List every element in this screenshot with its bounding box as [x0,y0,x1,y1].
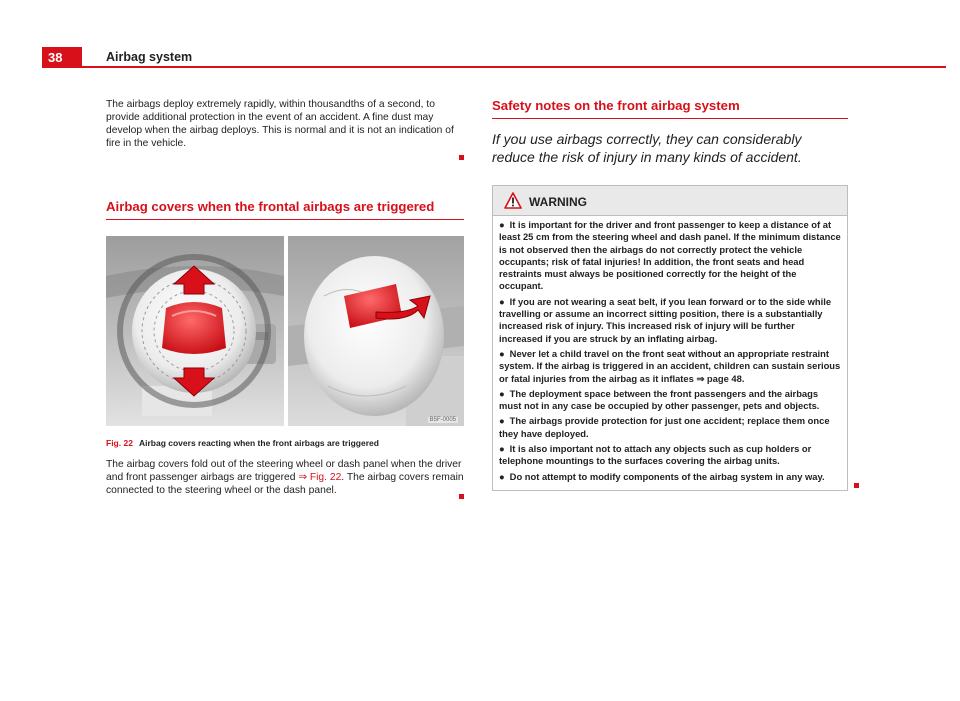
figure-reference-code: B5F-0005 [429,417,456,423]
safety-intro: If you use airbags correctly, they can considerably reduce the risk of injury in many kinds of accident. [492,131,802,165]
warning-triangle-icon [504,192,522,209]
warning-item-text: It is important for the driver and front passenger to keep a distance of at least 25 cm from the steering wheel and dash panel. If the minimum distance is not observed then the airbags do not correctly protect the vehicle occupants; risk of fatal injuries! In addition, the front seats and head restraints must always be positioned correctly for the height of the occupant. [499,219,841,292]
warning-item-text: It is also important not to attach any objects such as cup holders or telephone mountings to the surfaces covering the airbag units. [499,443,812,467]
section-end-marker [459,494,464,499]
warning-header [493,186,847,216]
intro-text: The airbags deploy extremely rapidly, within thousandths of a second, to provide additional protection in the event of an accident. A fine dust may develop when the airbag deploys. This is normal and it is not an indication of fire in the vehicle. [106,99,454,149]
warning-box [492,185,848,491]
left-column [106,98,464,504]
section-heading-airbag-covers: Airbag covers when the frontal airbags are triggered [106,199,464,220]
warning-item [499,388,841,413]
page-number: 38 [42,47,82,68]
right-column [492,98,848,491]
chapter-title: Airbag system [106,50,193,64]
figure-caption [106,438,464,448]
warning-item [499,348,841,385]
warning-item [499,471,841,483]
warning-item [499,443,841,468]
bullet-icon: ● [499,415,505,427]
warning-item [499,296,841,345]
warning-title: WARNING [529,195,587,209]
covers-text-1: The airbag covers fold out of the steering wheel or dash panel when the driver and front passenger airbags are triggered [106,459,462,483]
bullet-icon: ● [499,470,505,482]
warning-list [493,216,847,490]
bullet-icon: ● [499,295,505,307]
figure-link[interactable]: ⇒ Fig. 22 [298,472,342,483]
covers-text-2: . The airbag covers remain connected to the steering wheel or the dash panel. [106,472,464,496]
warning-item-text: Do not attempt to modify components of the airbag system in any way. [509,470,825,482]
intro-paragraph [106,98,464,150]
bullet-icon: ● [499,443,505,455]
bullet-icon: ● [499,347,505,359]
warning-item-text: The deployment space between the front passengers and the airbags must not in any case be occupied by other passenger, pets and objects. [499,387,820,412]
figure-airbag-covers [106,236,464,426]
warning-item-text: Never let a child travel on the front seat without an appropriate restraint system. If the airbag is triggered in an accident, children can sustain serious or fatal injuries from the airbag as it inflates ⇒ page 48. [499,347,841,384]
bullet-icon: ● [499,387,505,399]
figure-number: Fig. 22 [106,438,133,448]
airbag-illustration [106,236,464,426]
warning-item [499,219,841,293]
figure-caption-text: Airbag covers reacting when the front airbags are triggered [138,438,379,448]
section-heading-safety-notes: Safety notes on the front airbag system [492,98,848,119]
warning-item-text: The airbags provide protection for just one accident; replace them once they have deployed. [499,415,830,439]
section-end-marker [459,155,464,160]
warning-item [499,415,841,440]
warning-item-text: If you are not wearing a seat belt, if you lean forward or to the side while travelling or assume an incorrect sitting position, there is a substantially increased risk of injury. This increased risk of injury will be further increased if you are struck by an inflating airbag. [499,295,832,344]
bullet-icon: ● [499,219,505,230]
section-end-marker [854,483,859,488]
